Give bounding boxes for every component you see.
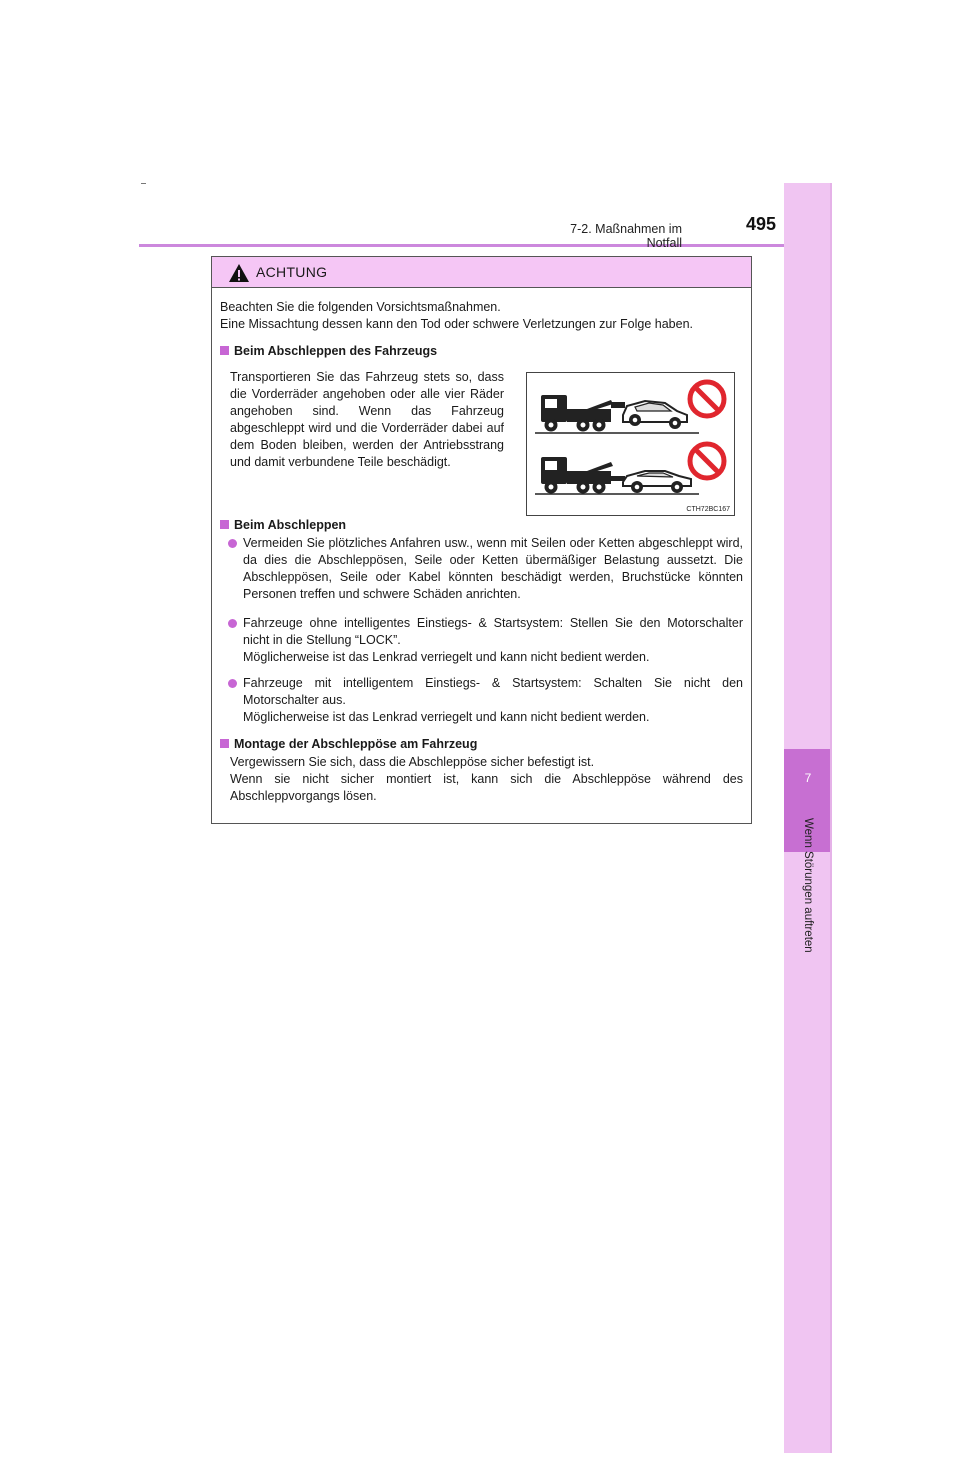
prohibition-icon xyxy=(690,382,724,416)
tow-truck-icon xyxy=(541,395,625,432)
caution-title: ACHTUNG xyxy=(256,264,328,280)
list-item: Fahrzeuge mit intelligentem Einstiegs- & Startsystem: Schalten Sie nicht den Motorschalter aus. Möglicherweise ist das Lenkrad verriegelt und kann nicht bedient werden. xyxy=(243,675,743,726)
tow-truck-icon xyxy=(541,457,625,494)
towed-car-icon xyxy=(623,401,687,429)
caution-box xyxy=(211,256,752,824)
caution-header xyxy=(212,257,751,288)
towed-car-icon xyxy=(623,471,691,493)
section-heading: Beim Abschleppen des Fahrzeugs xyxy=(220,343,437,360)
chapter-title: Wenn Störungen auftreten xyxy=(802,818,814,953)
chapter-number: 7 xyxy=(804,771,812,785)
bullet-dot-icon xyxy=(228,679,237,688)
prohibition-icon xyxy=(690,444,724,478)
section-heading: Beim Abschleppen xyxy=(220,517,346,534)
header-rule xyxy=(139,244,832,247)
section-title: 7-2. Maßnahmen im Notfall xyxy=(570,222,682,250)
bullet-dot-icon xyxy=(228,539,237,548)
page-number: 495 xyxy=(745,214,776,234)
towing-illustration xyxy=(526,372,735,516)
list-item: Fahrzeuge ohne intelligentes Einstiegs- & Startsystem: Stellen Sie den Motorschalter nicht in die Stellung “LOCK”. Möglicherweise ist das Lenkrad verriegelt und kann nicht bedient werden. xyxy=(243,615,743,666)
square-bullet-icon xyxy=(220,346,229,355)
section-heading: Montage der Abschleppöse am Fahrzeug xyxy=(220,736,477,753)
list-item: Vermeiden Sie plötzliches Anfahren usw., wenn mit Seilen oder Ketten abgeschleppt wird, da dies die Abschleppösen, Seile oder Ketten übermäßiger Belastung aussetzt. Die Abschleppösen, Seile oder Kabel könnten beschädigt werden, Bruchstücke könnten Personen treffen und schwere Schäden anrichten. xyxy=(243,535,743,603)
section-body: Transportieren Sie das Fahrzeug stets so, dass die Vorderräder angehoben oder alle vier Räder angehoben sind. Wenn das Fahrzeug abgeschleppt wird und die Vorderräder dabei auf dem Boden bleiben, werden der Antriebsstrang und damit verbundene Teile beschädigt. xyxy=(230,370,504,469)
crop-mark xyxy=(141,183,146,184)
warning-triangle-icon xyxy=(228,263,250,283)
section-body: Vergewissern Sie sich, dass die Abschleppöse sicher befestigt ist. Wenn sie nicht sicher montiert ist, kann sich die Abschleppöse während des Abschleppvorgangs lösen. xyxy=(230,755,743,803)
towing-illustration-drawing xyxy=(527,373,734,515)
bullet-dot-icon xyxy=(228,619,237,628)
caution-intro: Beachten Sie die folgenden Vorsichtsmaßnahmen. Eine Missachtung dessen kann den Tod oder schwere Verletzungen zur Folge haben. xyxy=(220,300,693,331)
square-bullet-icon xyxy=(220,520,229,529)
image-code: CTH72BC167 xyxy=(686,506,730,513)
square-bullet-icon xyxy=(220,739,229,748)
